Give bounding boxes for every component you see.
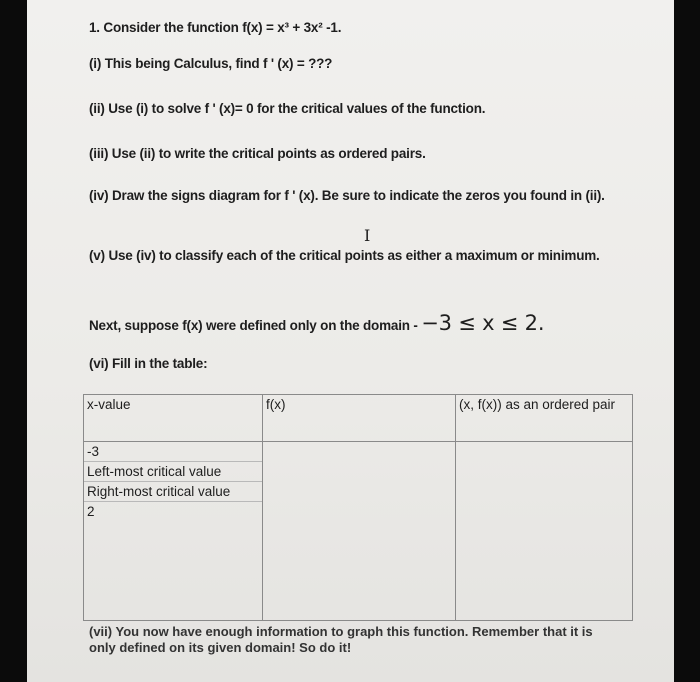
question-vii: (vii) You now have enough information to graph this function. Remember that it is only defined on its given domain! So do it!: [89, 624, 593, 655]
domain-statement: [89, 311, 544, 335]
row-minus-3: -3: [84, 442, 262, 462]
question-ii: (ii) Use (i) to solve f ' (x)= 0 for the critical values of the function.: [89, 101, 486, 116]
question-i: (i) This being Calculus, find f ' (x) = ???: [89, 56, 333, 71]
header-x-value: x-value: [84, 395, 263, 442]
row-2: 2: [87, 504, 95, 519]
domain-inequality: −3 ≤ x ≤ 2.: [421, 311, 545, 335]
header-ordered-pair: (x, f(x)) as an ordered pair: [456, 395, 633, 442]
question-iv: (iv) Draw the signs diagram for f ' (x). Be sure to indicate the zeros you found in (ii).: [89, 188, 605, 203]
question-iii: (iii) Use (ii) to write the critical points as ordered pairs.: [89, 146, 426, 161]
text-cursor-icon: I: [364, 226, 371, 245]
worksheet-page: [27, 0, 674, 682]
fx-answer-cell[interactable]: [263, 442, 456, 621]
question-1: 1. Consider the function f(x) = x³ + 3x² -1.: [89, 20, 342, 35]
row-left-critical: Left-most critical value: [84, 462, 262, 482]
answer-table: [83, 394, 633, 621]
row-right-critical: Right-most critical value: [84, 482, 262, 502]
question-v: (v) Use (iv) to classify each of the critical points as either a maximum or minimum.: [89, 248, 600, 263]
domain-prefix: Next, suppose f(x) were defined only on the domain -: [89, 318, 418, 333]
question-vi: (vi) Fill in the table:: [89, 356, 208, 371]
x-value-column: [84, 442, 263, 621]
pair-answer-cell[interactable]: [456, 442, 633, 621]
header-fx: f(x): [263, 395, 456, 442]
